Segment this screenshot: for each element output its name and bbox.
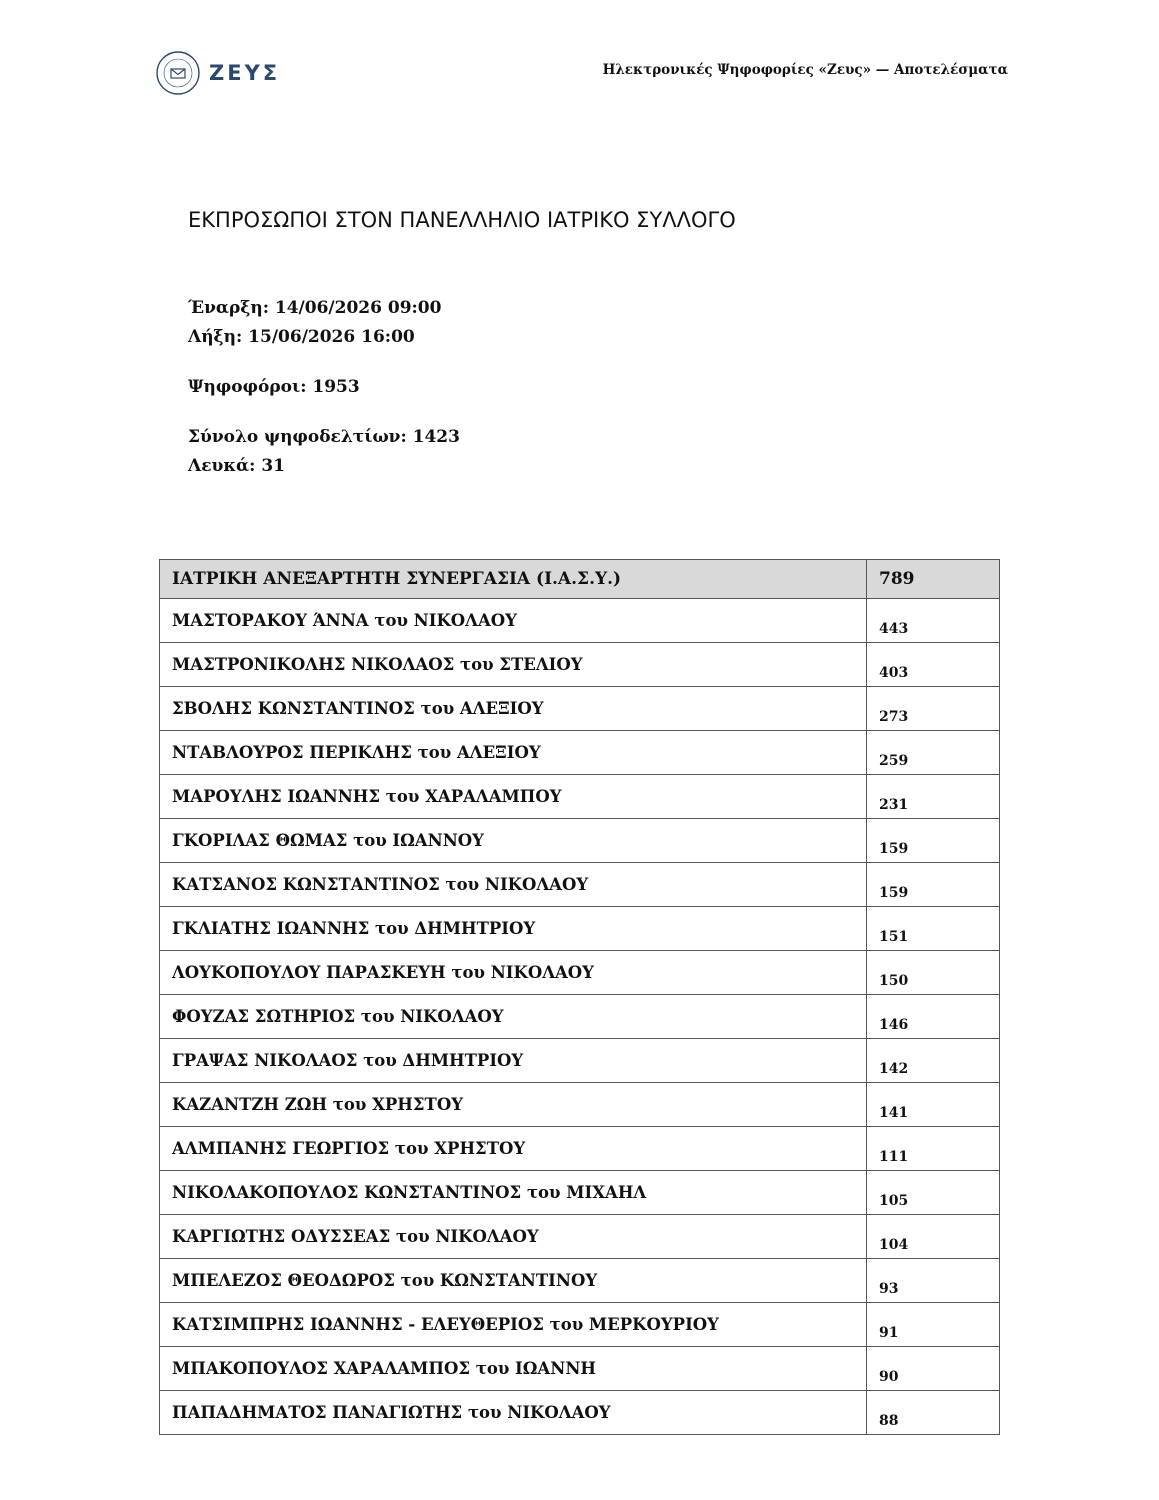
candidate-row (160, 775, 1000, 819)
candidate-votes: 141 (867, 1083, 1000, 1127)
candidate-row (160, 907, 1000, 951)
logo-text: ΖΕΥΣ (209, 61, 281, 85)
candidate-name: ΣΒΟΛΗΣ ΚΩΝΣΤΑΝΤΙΝΟΣ του ΑΛΕΞΙΟΥ (160, 687, 867, 731)
candidate-row (160, 687, 1000, 731)
candidate-row (160, 995, 1000, 1039)
candidate-name: ΜΑΣΤΡΟΝΙΚΟΛΗΣ ΝΙΚΟΛΑΟΣ του ΣΤΕΛΙΟΥ (160, 643, 867, 687)
candidate-row (160, 863, 1000, 907)
candidate-row (160, 1171, 1000, 1215)
candidate-name: ΓΚΛΙΑΤΗΣ ΙΩΑΝΝΗΣ του ΔΗΜΗΤΡΙΟΥ (160, 907, 867, 951)
candidate-name: ΝΤΑΒΛΟΥΡΟΣ ΠΕΡΙΚΛΗΣ του ΑΛΕΞΙΟΥ (160, 731, 867, 775)
candidate-votes: 259 (867, 731, 1000, 775)
candidate-row (160, 1259, 1000, 1303)
candidate-votes: 88 (867, 1391, 1000, 1435)
candidate-name: ΑΛΜΠΑΝΗΣ ΓΕΩΡΓΙΟΣ του ΧΡΗΣΤΟΥ (160, 1127, 867, 1171)
candidate-row (160, 1215, 1000, 1259)
party-row (160, 560, 1000, 599)
end-time: Λήξη: 15/06/2026 16:00 (188, 327, 415, 347)
candidate-votes: 104 (867, 1215, 1000, 1259)
header-title: Ηλεκτρονικές Ψηφοφορίες «Ζευς» — Αποτελέσματα (602, 62, 1008, 78)
candidate-row (160, 951, 1000, 995)
candidate-name: ΜΑΡΟΥΛΗΣ ΙΩΑΝΝΗΣ του ΧΑΡΑΛΑΜΠΟΥ (160, 775, 867, 819)
candidate-votes: 159 (867, 819, 1000, 863)
candidate-name: ΚΑΖΑΝΤΖΗ ΖΩΗ του ΧΡΗΣΤΟΥ (160, 1083, 867, 1127)
party-name: ΙΑΤΡΙΚΗ ΑΝΕΞΑΡΤΗΤΗ ΣΥΝΕΡΓΑΣΙΑ (Ι.Α.Σ.Υ.) (160, 560, 867, 599)
candidate-name: ΚΑΤΣΙΜΠΡΗΣ ΙΩΑΝΝΗΣ - ΕΛΕΥΘΕΡΙΟΣ του ΜΕΡΚΟΥΡΙΟΥ (160, 1303, 867, 1347)
candidate-name: ΛΟΥΚΟΠΟΥΛΟΥ ΠΑΡΑΣΚΕΥΗ του ΝΙΚΟΛΑΟΥ (160, 951, 867, 995)
candidate-votes: 231 (867, 775, 1000, 819)
candidate-name: ΓΡΑΨΑΣ ΝΙΚΟΛΑΟΣ του ΔΗΜΗΤΡΙΟΥ (160, 1039, 867, 1083)
candidate-row (160, 1127, 1000, 1171)
candidate-votes: 111 (867, 1127, 1000, 1171)
candidate-votes: 403 (867, 643, 1000, 687)
ballot-box-seal-icon (155, 50, 201, 96)
candidate-row (160, 599, 1000, 643)
candidate-row (160, 1039, 1000, 1083)
start-time: Έναρξη: 14/06/2026 09:00 (188, 298, 442, 318)
candidate-name: ΜΠΕΛΕΖΟΣ ΘΕΟΔΩΡΟΣ του ΚΩΝΣΤΑΝΤΙΝΟΥ (160, 1259, 867, 1303)
candidate-name: ΜΑΣΤΟΡΑΚΟΥ ΆΝΝΑ του ΝΙΚΟΛΑΟΥ (160, 599, 867, 643)
candidate-name: ΜΠΑΚΟΠΟΥΛΟΣ ΧΑΡΑΛΑΜΠΟΣ του ΙΩΑΝΝΗ (160, 1347, 867, 1391)
candidate-row (160, 1347, 1000, 1391)
candidate-name: ΓΚΟΡΙΛΑΣ ΘΩΜΑΣ του ΙΩΑΝΝΟΥ (160, 819, 867, 863)
candidate-row (160, 819, 1000, 863)
results-table (159, 559, 1000, 1435)
zeus-logo (155, 50, 280, 96)
blank-ballots: Λευκά: 31 (188, 456, 285, 476)
candidate-votes: 105 (867, 1171, 1000, 1215)
candidate-votes: 146 (867, 995, 1000, 1039)
candidate-votes: 142 (867, 1039, 1000, 1083)
candidate-name: ΦΟΥΖΑΣ ΣΩΤΗΡΙΟΣ του ΝΙΚΟΛΑΟΥ (160, 995, 867, 1039)
party-votes: 789 (867, 560, 1000, 599)
candidate-row (160, 1303, 1000, 1347)
candidate-row (160, 1391, 1000, 1435)
candidate-row (160, 1083, 1000, 1127)
candidate-votes: 150 (867, 951, 1000, 995)
candidate-name: ΠΑΠΑΔΗΜΑΤΟΣ ΠΑΝΑΓΙΩΤΗΣ του ΝΙΚΟΛΑΟΥ (160, 1391, 867, 1435)
document-title: ΕΚΠΡΟΣΩΠΟΙ ΣΤΟΝ ΠΑΝΕΛΛΗΛΙΟ ΙΑΤΡΙΚΟ ΣΥΛΛΟΓΟ (188, 208, 736, 232)
candidate-votes: 159 (867, 863, 1000, 907)
candidate-name: ΚΑΡΓΙΩΤΗΣ ΟΔΥΣΣΕΑΣ του ΝΙΚΟΛΑΟΥ (160, 1215, 867, 1259)
candidate-name: ΝΙΚΟΛΑΚΟΠΟΥΛΟΣ ΚΩΝΣΤΑΝΤΙΝΟΣ του ΜΙΧΑΗΛ (160, 1171, 867, 1215)
voters-count: Ψηφοφόροι: 1953 (188, 377, 360, 397)
candidate-name: ΚΑΤΣΑΝΟΣ ΚΩΝΣΤΑΝΤΙΝΟΣ του ΝΙΚΟΛΑΟΥ (160, 863, 867, 907)
candidate-votes: 91 (867, 1303, 1000, 1347)
candidate-votes: 151 (867, 907, 1000, 951)
candidate-votes: 90 (867, 1347, 1000, 1391)
candidate-votes: 273 (867, 687, 1000, 731)
candidate-row (160, 731, 1000, 775)
total-ballots: Σύνολο ψηφοδελτίων: 1423 (188, 427, 460, 447)
candidate-row (160, 643, 1000, 687)
candidate-votes: 443 (867, 599, 1000, 643)
candidate-votes: 93 (867, 1259, 1000, 1303)
